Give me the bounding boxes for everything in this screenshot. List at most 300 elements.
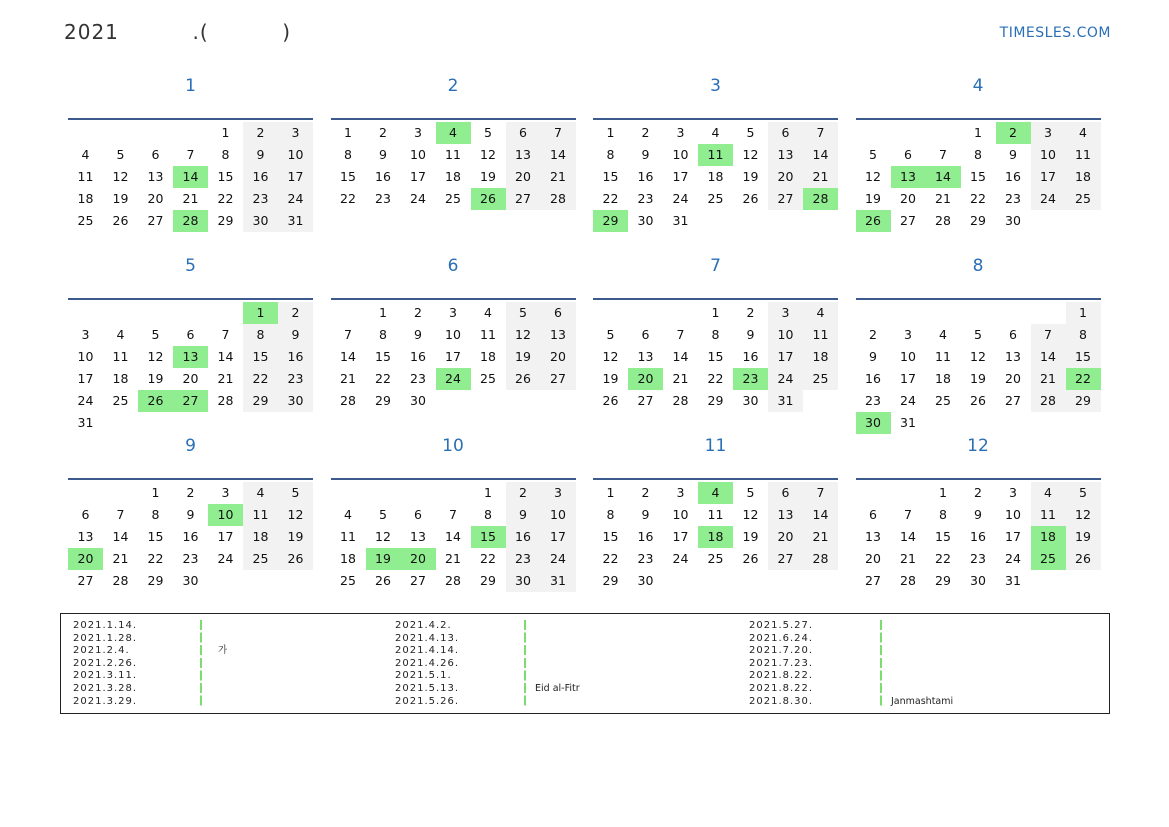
day-cell: 3 — [904, 327, 912, 342]
day-cell: 6 — [414, 507, 422, 522]
holiday-day: 22 — [1066, 368, 1101, 390]
week-row — [68, 482, 313, 504]
empty-cell — [733, 570, 768, 592]
holiday-day: 1 — [243, 302, 278, 324]
weekend-day: 3 — [768, 302, 803, 324]
calendar-grid — [68, 74, 1101, 614]
empty-cell — [173, 122, 208, 144]
empty-cell — [891, 122, 926, 144]
week-row — [68, 166, 313, 188]
weekend-day: 28 — [1031, 390, 1066, 412]
week-row — [68, 526, 313, 548]
weekend-day: 20 — [768, 526, 803, 548]
day-cell: 7 — [676, 327, 685, 342]
day-cell: 11 — [77, 169, 94, 184]
month-days — [856, 298, 1101, 434]
day-cell: 8 — [711, 327, 720, 342]
day-cell: 5 — [116, 147, 125, 162]
day-cell: 8 — [221, 147, 230, 162]
week-row — [856, 166, 1101, 188]
day-cell: 29 — [217, 213, 234, 228]
day-cell: 13 — [865, 529, 881, 544]
weekend-day: 29 — [243, 390, 278, 412]
weekend-day: 4 — [1031, 482, 1066, 504]
empty-cell — [803, 390, 838, 412]
month-title: 5 — [185, 256, 196, 276]
day-cell: 26 — [602, 393, 619, 408]
week-row — [593, 504, 838, 526]
weekend-day: 9 — [506, 504, 541, 526]
day-cell: 7 — [449, 507, 457, 522]
day-cell: 12 — [375, 529, 391, 544]
empty-cell — [961, 412, 996, 434]
weekend-day: 2 — [278, 302, 313, 324]
month-title: 2 — [447, 76, 459, 96]
weekend-day: 4 — [803, 302, 838, 324]
week-row — [68, 412, 313, 434]
day-cell: 25 — [935, 393, 951, 408]
month-12 — [856, 434, 1101, 614]
empty-cell — [138, 302, 173, 324]
day-cell: 15 — [602, 169, 619, 184]
weekend-day: 23 — [506, 548, 541, 570]
month-11 — [593, 434, 838, 614]
day-cell: 29 — [480, 573, 496, 588]
weekend-day: 28 — [803, 548, 838, 570]
day-cell: 11 — [480, 327, 496, 342]
week-row — [856, 368, 1101, 390]
week-row — [68, 368, 313, 390]
empty-cell — [331, 302, 366, 324]
week-row — [856, 346, 1101, 368]
holiday-day: 28 — [803, 188, 838, 210]
day-cell: 21 — [672, 371, 689, 386]
day-cell: 19 — [602, 371, 619, 386]
weekend-day: 30 — [506, 570, 541, 592]
day-cell: 12 — [865, 169, 881, 184]
week-row — [331, 166, 576, 188]
day-cell: 27 — [410, 573, 426, 588]
month-title: 12 — [967, 436, 989, 456]
weekend-day: 14 — [541, 144, 576, 166]
day-cell: 17 — [445, 349, 461, 364]
empty-cell — [436, 390, 471, 412]
weekend-day: 9 — [243, 144, 278, 166]
weekend-day: 26 — [1066, 548, 1101, 570]
empty-cell — [698, 570, 733, 592]
day-cell: 1 — [379, 305, 387, 320]
day-cell: 30 — [970, 573, 986, 588]
day-cell: 17 — [1005, 529, 1021, 544]
day-cell: 21 — [112, 551, 129, 566]
day-cell: 24 — [672, 551, 689, 566]
day-cell: 13 — [637, 349, 654, 364]
empty-cell — [663, 302, 698, 324]
legend-dates-col1: 2021.1.14. 2021.1.28. 2021.2.4. 2021.2.26. 2021.3.11. 2021.3.28. 2021.3.29. — [73, 620, 138, 707]
day-cell: 28 — [672, 393, 689, 408]
day-cell: 27 — [77, 573, 94, 588]
day-cell: 1 — [484, 485, 492, 500]
weekend-day: 31 — [541, 570, 576, 592]
week-row — [593, 324, 838, 346]
empty-cell — [961, 302, 996, 324]
day-cell: 7 — [221, 327, 230, 342]
weekend-day: 17 — [1031, 166, 1066, 188]
empty-cell — [243, 412, 278, 434]
holiday-day: 4 — [436, 122, 471, 144]
day-cell: 23 — [410, 371, 426, 386]
day-cell: 5 — [746, 485, 755, 500]
week-row — [856, 526, 1101, 548]
day-cell: 11 — [707, 507, 724, 522]
day-cell: 7 — [186, 147, 195, 162]
weekend-day: 10 — [768, 324, 803, 346]
day-cell: 14 — [445, 529, 461, 544]
day-cell: 13 — [410, 529, 426, 544]
week-row — [331, 368, 576, 390]
day-cell: 10 — [77, 349, 94, 364]
day-cell: 16 — [970, 529, 986, 544]
empty-cell — [103, 122, 138, 144]
day-cell: 1 — [221, 125, 230, 140]
day-cell: 18 — [112, 371, 129, 386]
empty-cell — [208, 570, 243, 592]
week-row — [68, 210, 313, 232]
holiday-day: 18 — [698, 526, 733, 548]
month-title: 7 — [710, 256, 721, 276]
month-7 — [593, 254, 838, 434]
day-cell: 8 — [974, 147, 982, 162]
day-cell: 12 — [112, 169, 129, 184]
weekend-day: 6 — [768, 482, 803, 504]
month-days — [593, 118, 838, 254]
day-cell: 18 — [707, 169, 724, 184]
day-cell: 3 — [414, 125, 422, 140]
day-cell: 9 — [186, 507, 195, 522]
week-row — [68, 548, 313, 570]
day-cell: 1 — [151, 485, 160, 500]
weekend-day: 27 — [768, 188, 803, 210]
holiday-day: 30 — [856, 412, 891, 434]
week-row — [593, 570, 838, 592]
empty-cell — [926, 412, 961, 434]
day-cell: 15 — [217, 169, 234, 184]
day-cell: 20 — [1005, 371, 1021, 386]
weekend-day: 1 — [1066, 302, 1101, 324]
legend-dates-col3: 2021.5.27. 2021.6.24. 2021.7.20. 2021.7.23. 2021.8.22. 2021.8.22. 2021.8.30. — [749, 620, 814, 707]
day-cell: 2 — [414, 305, 422, 320]
weekend-day: 7 — [803, 482, 838, 504]
week-row — [856, 390, 1101, 412]
weekend-day: 3 — [541, 482, 576, 504]
day-cell: 23 — [637, 551, 654, 566]
empty-cell — [856, 302, 891, 324]
weekend-day: 8 — [1066, 324, 1101, 346]
week-row — [593, 390, 838, 412]
day-cell: 15 — [147, 529, 164, 544]
empty-cell — [1066, 210, 1101, 232]
empty-cell — [768, 210, 803, 232]
month-4 — [856, 74, 1101, 254]
day-cell: 31 — [1005, 573, 1021, 588]
weekend-day: 14 — [803, 144, 838, 166]
empty-cell — [996, 412, 1031, 434]
week-row — [856, 144, 1101, 166]
holiday-day: 19 — [366, 548, 401, 570]
day-cell: 31 — [672, 213, 689, 228]
day-cell: 2 — [641, 125, 650, 140]
month-days — [68, 478, 313, 614]
day-cell: 1 — [711, 305, 720, 320]
month-days — [68, 118, 313, 254]
weekend-day: 2 — [243, 122, 278, 144]
month-6 — [331, 254, 576, 434]
weekend-day: 4 — [1066, 122, 1101, 144]
day-cell: 12 — [602, 349, 619, 364]
day-cell: 31 — [900, 415, 916, 430]
week-row — [68, 144, 313, 166]
week-row — [68, 346, 313, 368]
day-cell: 17 — [217, 529, 234, 544]
day-cell: 10 — [445, 327, 461, 342]
month-title: 4 — [972, 76, 984, 96]
day-cell: 28 — [112, 573, 129, 588]
day-cell: 28 — [900, 573, 916, 588]
day-cell: 16 — [637, 529, 654, 544]
day-cell: 14 — [112, 529, 129, 544]
week-row — [593, 368, 838, 390]
day-cell: 25 — [707, 551, 724, 566]
day-cell: 11 — [935, 349, 951, 364]
week-row — [856, 302, 1101, 324]
site-link[interactable]: TIMESLES.COM — [999, 25, 1111, 41]
empty-cell — [1066, 412, 1101, 434]
week-row — [593, 482, 838, 504]
holiday-day: 25 — [1031, 548, 1066, 570]
weekend-day: 13 — [541, 324, 576, 346]
month-2 — [331, 74, 576, 254]
weekend-day: 20 — [541, 346, 576, 368]
day-cell: 19 — [742, 529, 759, 544]
empty-cell — [506, 390, 541, 412]
week-row — [593, 166, 838, 188]
empty-cell — [278, 412, 313, 434]
day-cell: 12 — [480, 147, 496, 162]
weekend-day: 26 — [506, 368, 541, 390]
weekend-day: 19 — [1066, 526, 1101, 548]
day-cell: 8 — [484, 507, 492, 522]
day-cell: 26 — [742, 191, 759, 206]
day-cell: 22 — [217, 191, 234, 206]
day-cell: 24 — [410, 191, 426, 206]
page-title: 2021 .( ) — [64, 20, 292, 44]
day-cell: 27 — [1005, 393, 1021, 408]
day-cell: 25 — [112, 393, 129, 408]
week-row — [593, 210, 838, 232]
weekend-day: 24 — [278, 188, 313, 210]
week-row — [68, 324, 313, 346]
weekend-day: 30 — [243, 210, 278, 232]
weekend-day: 10 — [541, 504, 576, 526]
day-cell: 19 — [147, 371, 164, 386]
holiday-day: 23 — [733, 368, 768, 390]
day-cell: 30 — [1005, 213, 1021, 228]
weekend-day: 31 — [768, 390, 803, 412]
holiday-day: 18 — [1031, 526, 1066, 548]
day-cell: 9 — [746, 327, 755, 342]
empty-cell — [1031, 210, 1066, 232]
week-row — [331, 526, 576, 548]
day-cell: 21 — [340, 371, 356, 386]
day-cell: 11 — [112, 349, 129, 364]
day-cell: 14 — [672, 349, 689, 364]
month-days — [331, 298, 576, 434]
day-cell: 3 — [676, 125, 685, 140]
weekend-day: 21 — [803, 526, 838, 548]
week-row — [331, 122, 576, 144]
day-cell: 12 — [970, 349, 986, 364]
day-cell: 6 — [869, 507, 877, 522]
day-cell: 5 — [974, 327, 982, 342]
day-cell: 2 — [186, 485, 195, 500]
day-cell: 27 — [900, 213, 916, 228]
day-cell: 6 — [904, 147, 912, 162]
holiday-day: 20 — [401, 548, 436, 570]
month-title: 11 — [704, 436, 727, 456]
weekend-day: 8 — [243, 324, 278, 346]
day-cell: 19 — [742, 169, 759, 184]
weekend-day: 7 — [803, 122, 838, 144]
holiday-day: 13 — [891, 166, 926, 188]
weekend-day: 3 — [1031, 122, 1066, 144]
holiday-day: 11 — [698, 144, 733, 166]
day-cell: 15 — [970, 169, 986, 184]
day-cell: 29 — [375, 393, 391, 408]
week-row — [856, 504, 1101, 526]
day-cell: 18 — [340, 551, 356, 566]
day-cell: 2 — [869, 327, 877, 342]
holiday-day: 29 — [593, 210, 628, 232]
week-row — [331, 324, 576, 346]
day-cell: 10 — [410, 147, 426, 162]
week-row — [593, 526, 838, 548]
day-cell: 27 — [637, 393, 654, 408]
empty-cell — [103, 302, 138, 324]
month-8 — [856, 254, 1101, 434]
empty-cell — [138, 122, 173, 144]
day-cell: 14 — [217, 349, 234, 364]
day-cell: 19 — [865, 191, 881, 206]
day-cell: 12 — [742, 147, 759, 162]
day-cell: 6 — [151, 147, 160, 162]
day-cell: 22 — [340, 191, 356, 206]
weekend-day: 19 — [278, 526, 313, 548]
empty-cell — [996, 302, 1031, 324]
empty-cell — [856, 482, 891, 504]
empty-cell — [926, 122, 961, 144]
holiday-day: 20 — [628, 368, 663, 390]
day-cell: 15 — [375, 349, 391, 364]
day-cell: 15 — [935, 529, 951, 544]
weekend-day: 7 — [541, 122, 576, 144]
day-cell: 27 — [147, 213, 164, 228]
day-cell: 22 — [480, 551, 496, 566]
month-3 — [593, 74, 838, 254]
day-cell: 3 — [449, 305, 457, 320]
day-cell: 29 — [970, 213, 986, 228]
day-cell: 23 — [865, 393, 881, 408]
day-cell: 29 — [935, 573, 951, 588]
day-cell: 7 — [939, 147, 947, 162]
day-cell: 30 — [637, 573, 654, 588]
month-title: 9 — [185, 436, 196, 456]
holiday-day: 26 — [856, 210, 891, 232]
weekend-day: 5 — [278, 482, 313, 504]
day-cell: 19 — [970, 371, 986, 386]
day-cell: 18 — [445, 169, 461, 184]
week-row — [856, 324, 1101, 346]
weekend-day: 20 — [506, 166, 541, 188]
day-cell: 5 — [151, 327, 160, 342]
week-row — [331, 548, 576, 570]
weekend-day: 5 — [506, 302, 541, 324]
day-cell: 27 — [865, 573, 881, 588]
empty-cell — [471, 390, 506, 412]
month-days — [331, 118, 576, 254]
empty-cell — [68, 302, 103, 324]
weekend-day: 14 — [1031, 346, 1066, 368]
day-cell: 24 — [77, 393, 94, 408]
day-cell: 8 — [606, 507, 615, 522]
weekend-day: 24 — [541, 548, 576, 570]
day-cell: 9 — [974, 507, 982, 522]
weekend-day: 13 — [768, 504, 803, 526]
month-title: 6 — [447, 256, 459, 276]
day-cell: 28 — [445, 573, 461, 588]
day-cell: 5 — [484, 125, 492, 140]
day-cell: 17 — [672, 529, 689, 544]
empty-cell — [208, 302, 243, 324]
day-cell: 13 — [1005, 349, 1021, 364]
day-cell: 3 — [1009, 485, 1017, 500]
day-cell: 4 — [81, 147, 90, 162]
day-cell: 22 — [602, 551, 619, 566]
legend-bar-col1 — [200, 620, 202, 708]
day-cell: 20 — [900, 191, 916, 206]
day-cell: 7 — [904, 507, 912, 522]
day-cell: 13 — [77, 529, 94, 544]
weekend-day: 28 — [541, 188, 576, 210]
weekend-day: 19 — [506, 346, 541, 368]
empty-cell — [1031, 302, 1066, 324]
month-days — [593, 478, 838, 614]
day-cell: 11 — [340, 529, 356, 544]
weekend-day: 6 — [506, 122, 541, 144]
weekend-day: 11 — [1031, 504, 1066, 526]
day-cell: 2 — [746, 305, 755, 320]
day-cell: 18 — [77, 191, 94, 206]
day-cell: 24 — [900, 393, 916, 408]
day-cell: 4 — [939, 327, 947, 342]
day-cell: 17 — [900, 371, 916, 386]
week-row — [331, 302, 576, 324]
day-cell: 25 — [480, 371, 496, 386]
day-cell: 3 — [221, 485, 230, 500]
day-cell: 31 — [77, 415, 94, 430]
empty-cell — [541, 390, 576, 412]
day-cell: 25 — [707, 191, 724, 206]
day-cell: 22 — [147, 551, 164, 566]
